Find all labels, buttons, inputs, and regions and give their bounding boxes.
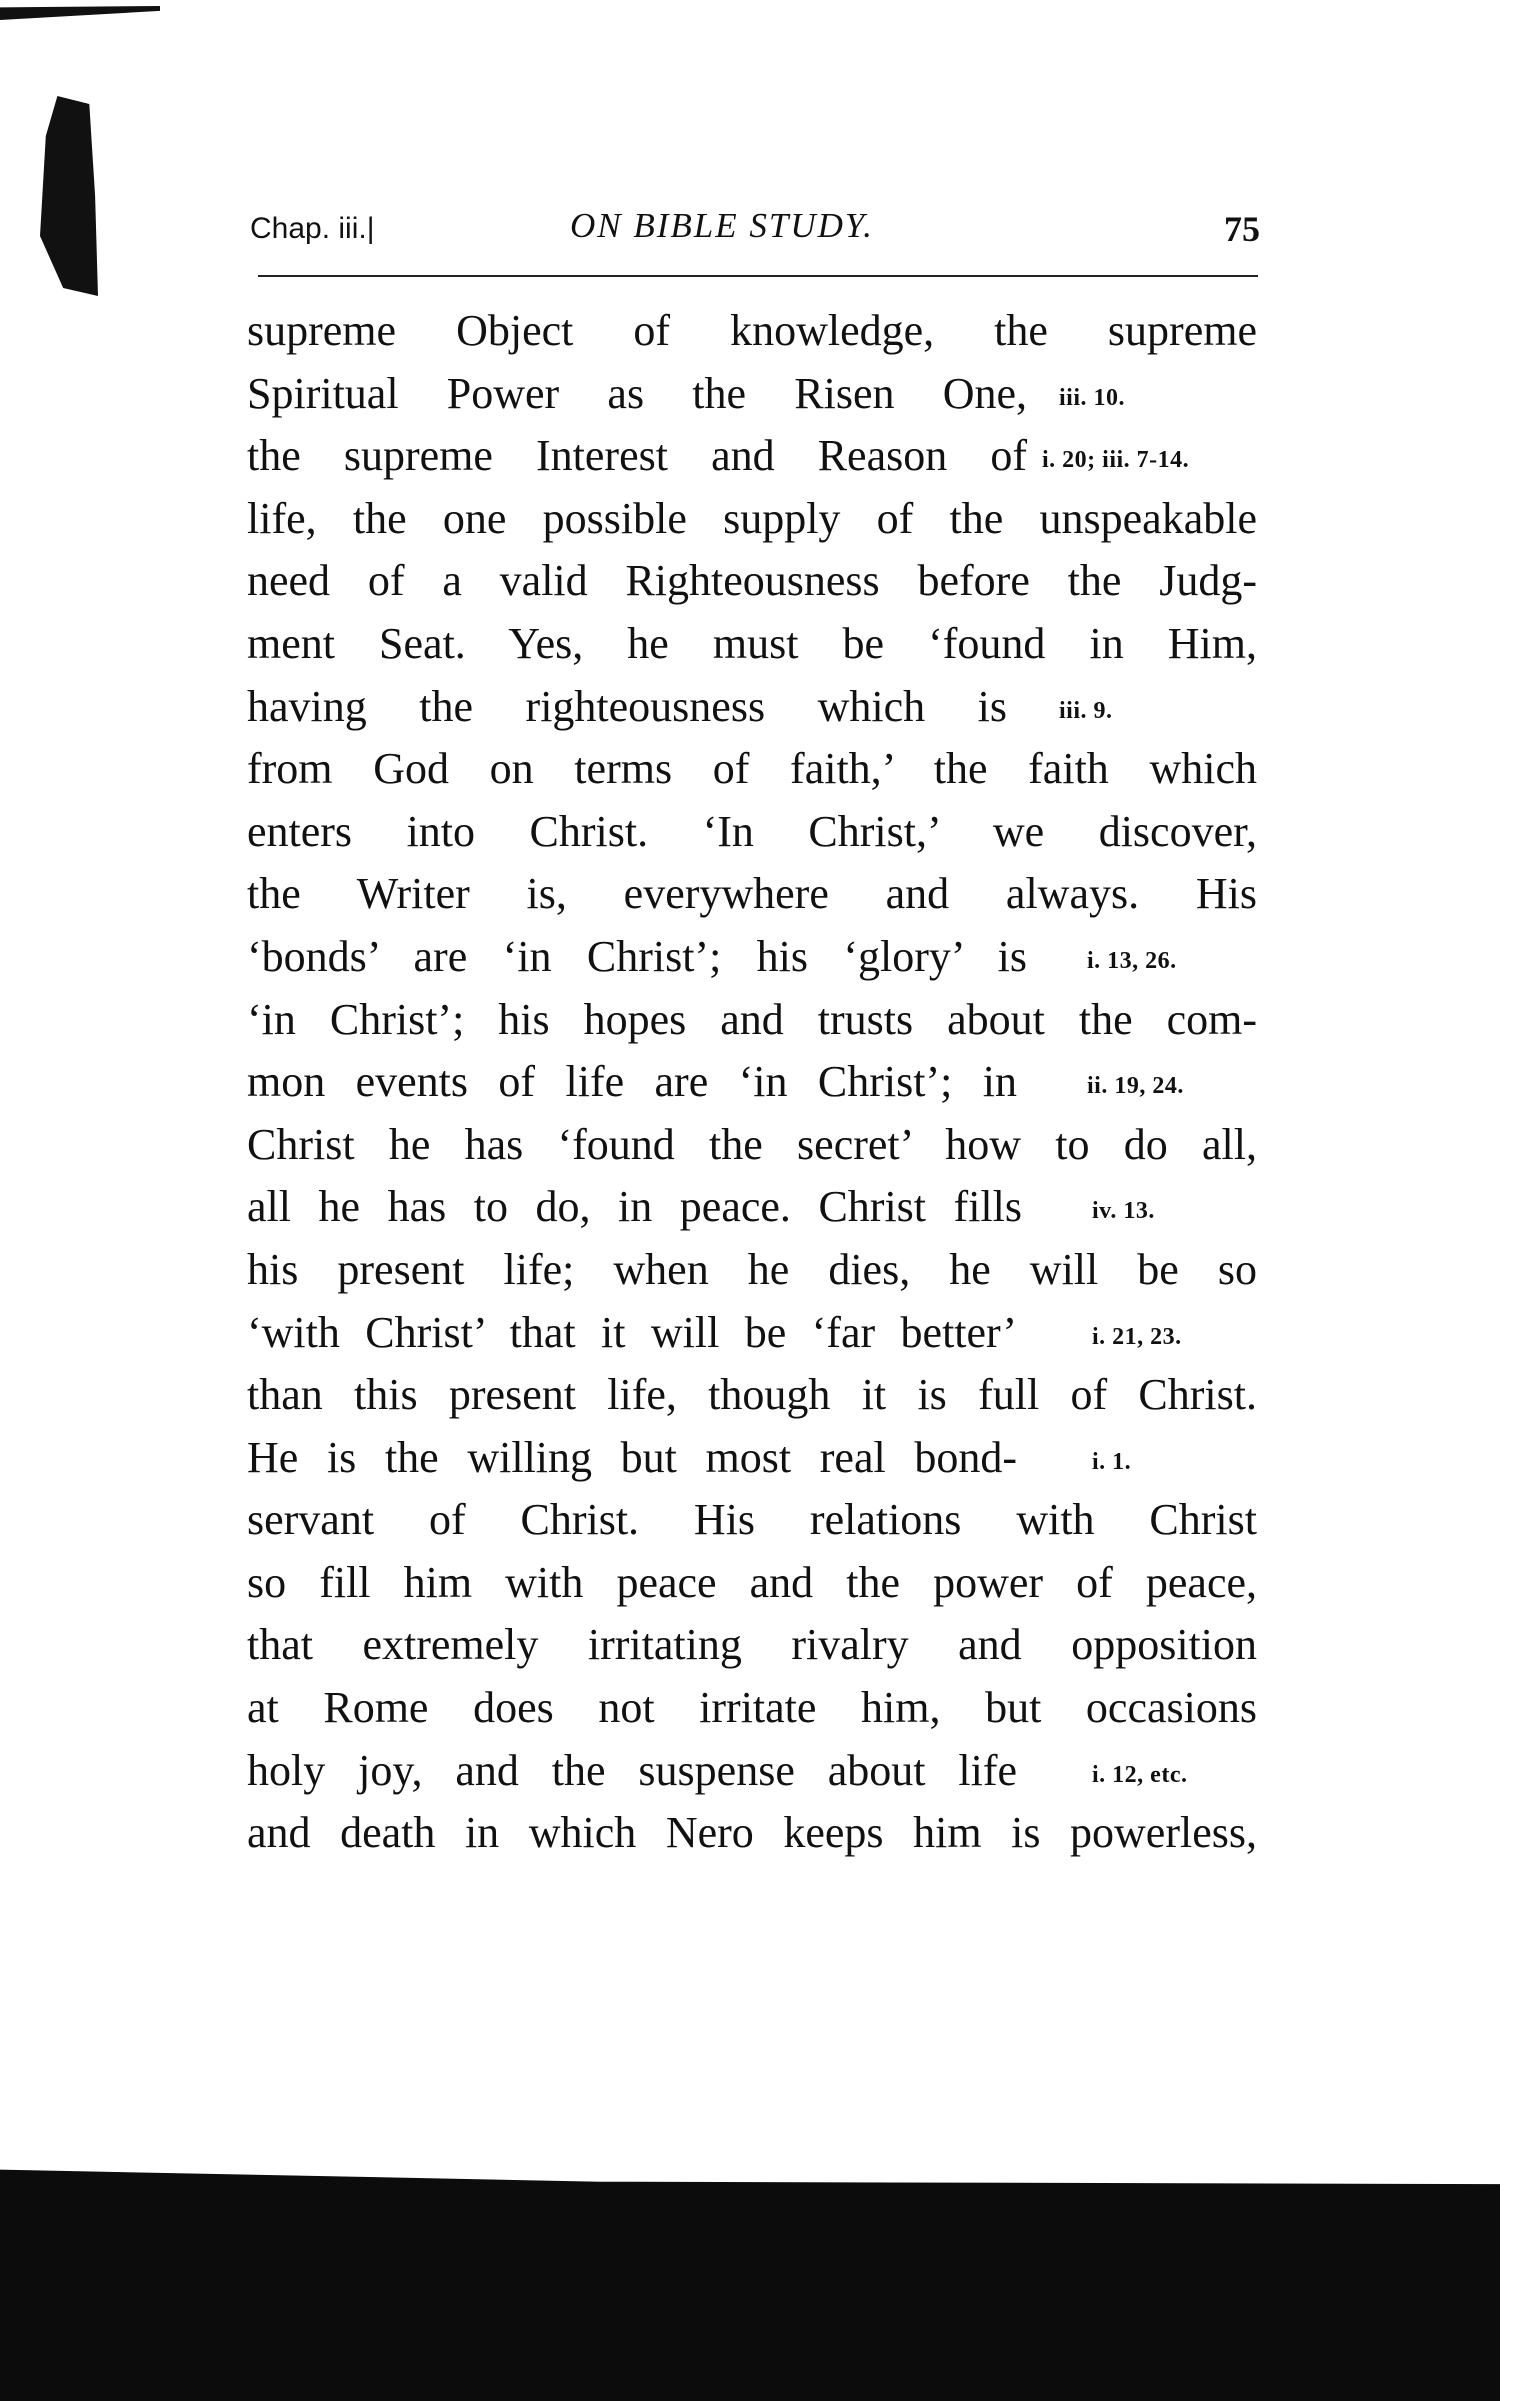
text-line <box>247 989 1257 1052</box>
line-text: from God on terms of faith,’ the faith which <box>247 744 1257 794</box>
text-line <box>247 1802 1257 1865</box>
line-text: all he has to do, in peace. Christ fills <box>247 1182 1022 1232</box>
margin-reference: i. 21, 23. <box>1092 1323 1182 1350</box>
line-text: having the righteousness which is <box>247 681 1007 731</box>
line-text: enters into Christ. ‘In Christ,’ we discover, <box>247 806 1257 856</box>
line-text: the supreme Interest and Reason of <box>247 431 1027 481</box>
text-line <box>247 1176 1257 1239</box>
text-line <box>247 425 1257 488</box>
page-number: 75 <box>1224 209 1260 249</box>
text-line <box>247 300 1257 363</box>
line-text: and death in which Nero keeps him is powerless, <box>247 1808 1257 1858</box>
text-line <box>247 676 1257 739</box>
line-text: ‘with Christ’ that it will be ‘far better’ <box>247 1307 1017 1357</box>
text-line <box>247 738 1257 801</box>
line-text: Christ he has ‘found the secret’ how to do all, <box>247 1119 1257 1169</box>
line-text: supreme Object of knowledge, the supreme <box>247 306 1257 355</box>
text-line <box>247 1114 1257 1177</box>
scan-bottom-shadow <box>0 2160 1500 2401</box>
text-line <box>247 863 1257 926</box>
line-text: than this present life, though it is full of Christ. <box>247 1370 1257 1420</box>
text-line <box>247 1427 1257 1490</box>
text-line <box>247 1740 1257 1803</box>
margin-reference: iv. 13. <box>1092 1198 1155 1225</box>
line-text: He is the willing but most real bond- <box>247 1432 1017 1482</box>
line-text: need of a valid Righteousness before the Judg- <box>247 556 1257 606</box>
text-line <box>247 1614 1257 1677</box>
text-line <box>247 926 1257 989</box>
text-line <box>247 801 1257 864</box>
line-text: mon events of life are ‘in Christ’; in <box>247 1057 1017 1107</box>
line-text: at Rome does not irritate him, but occasions <box>247 1683 1257 1733</box>
text-line <box>247 1489 1257 1552</box>
margin-reference: i. 13, 26. <box>1087 947 1177 974</box>
margin-reference: i. 12, etc. <box>1092 1761 1188 1788</box>
line-text: holy joy, and the suspense about life <box>247 1745 1017 1795</box>
text-line <box>247 613 1257 676</box>
line-text: ‘bonds’ are ‘in Christ’; his ‘glory’ is <box>247 931 1027 981</box>
margin-reference: i. 20; iii. 7-14. <box>1042 447 1190 474</box>
line-text: ment Seat. Yes, he must be ‘found in Him, <box>247 618 1257 668</box>
margin-reference: iii. 10. <box>1059 384 1126 411</box>
body-text <box>247 300 1257 1865</box>
text-line <box>247 1239 1257 1302</box>
header-rule <box>258 275 1258 277</box>
margin-reference: ii. 19, 24. <box>1087 1073 1184 1100</box>
line-text: the Writer is, everywhere and always. His <box>247 869 1257 919</box>
line-text: servant of Christ. His relations with Christ <box>247 1495 1257 1545</box>
text-line <box>247 1677 1257 1740</box>
scan-edge-mark-top <box>0 6 160 20</box>
line-text: his present life; when he dies, he will be so <box>247 1244 1257 1294</box>
text-line <box>247 550 1257 613</box>
text-line <box>247 1051 1257 1114</box>
text-line <box>247 1552 1257 1615</box>
margin-reference: i. 1. <box>1092 1448 1132 1475</box>
text-line <box>247 1364 1257 1427</box>
page-title: ON BIBLE STUDY. <box>570 206 874 245</box>
text-line <box>247 363 1257 426</box>
line-text: Spiritual Power as the Risen One, <box>247 368 1027 418</box>
margin-reference: iii. 9. <box>1059 697 1113 724</box>
text-line <box>247 1302 1257 1365</box>
line-text: so fill him with peace and the power of peace, <box>247 1557 1257 1607</box>
line-text: that extremely irritating rivalry and opposition <box>247 1620 1257 1670</box>
scan-edge-mark-left <box>40 96 98 296</box>
chapter-label: Chap. iii.| <box>250 212 375 245</box>
text-line <box>247 488 1257 551</box>
line-text: life, the one possible supply of the unspeakable <box>247 493 1257 543</box>
line-text: ‘in Christ’; his hopes and trusts about the com- <box>247 994 1257 1044</box>
running-head <box>250 200 1260 260</box>
